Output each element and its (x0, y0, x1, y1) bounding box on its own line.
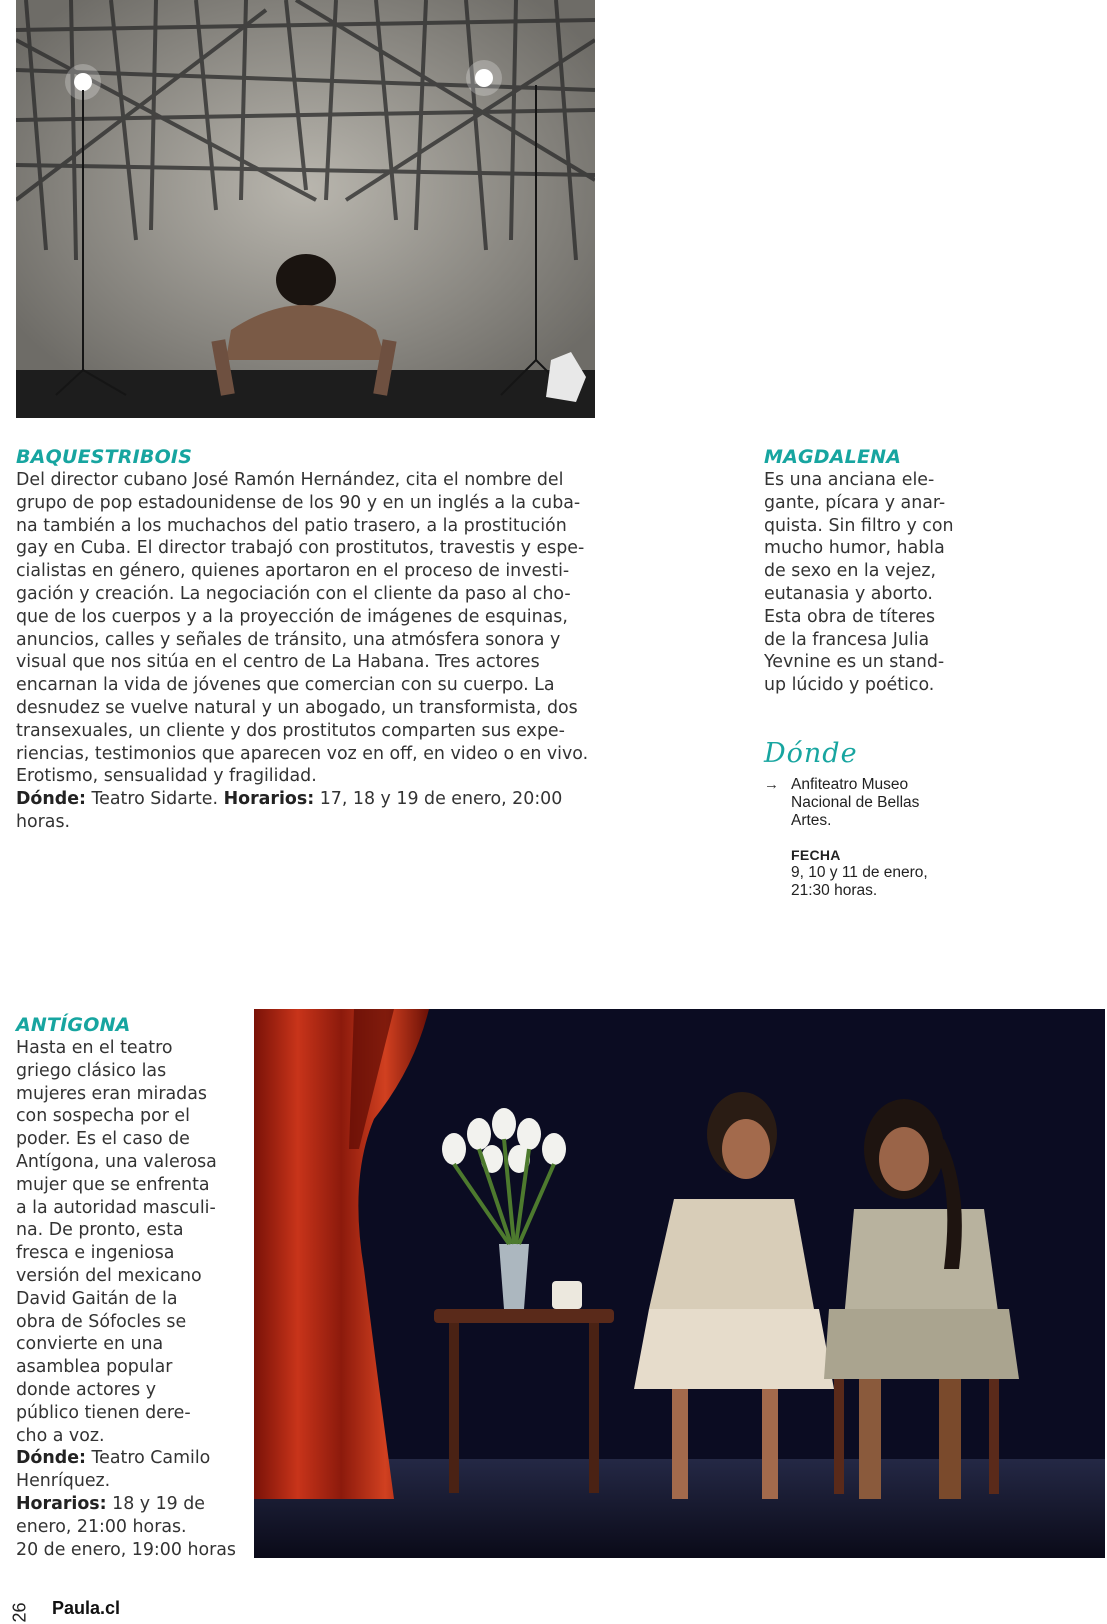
article-antigona (16, 1014, 248, 1561)
article-title: BAQUESTRIBOIS (16, 446, 193, 468)
article-magdalena (764, 446, 974, 697)
horarios-label: Horarios: (16, 1493, 107, 1514)
fecha-label: FECHA (791, 847, 841, 863)
donde-heading: Dónde (764, 738, 858, 769)
donde-label: Dónde: (16, 789, 86, 810)
donde-value: Teatro Camilo Henríquez. (16, 1448, 211, 1492)
magdalena-info (764, 776, 964, 900)
donde-label: Dónde: (16, 1448, 86, 1469)
article-body-text: Hasta en el teatro griego clásico las mujeres eran miradas con sospecha por el poder. Es el caso de Antígona, una valerosa mujer que se enfrenta a la autoridad masculi- na. De pronto, esta fresca e ingeniosa versión del mexicano David Gaitán de la obra de Sófocles se convierte en una asamblea popular donde actores y público tienen dere- cho a voz. (16, 1038, 217, 1446)
horarios-label: Horarios: (223, 789, 315, 810)
fecha-value: 9, 10 y 11 de enero, 21:30 horas. (791, 864, 928, 899)
article-body-text: Del director cubano José Ramón Hernández, cita el nombre del grupo de pop estadounidense de los 90 y en un inglés a la cuba- na también a los muchachos del patio trasero, a la prostitución gay en Cuba. El director trabajó con prostitutos, travestis y espe- cialistas en género, quienes aportaron en el proceso de investi- gación y creación. La negociación con el cliente da paso al cho- que de los cuerpos y a la proyección de imágenes de esquinas, anuncios, calles y señales de tránsito, una atmósfera sonora y visual que nos sitúa en el centro de La Habana. Tres actores encarnan la vida de jóvenes que comercian con su cuerpo. La desnudez se vuelve natural y un abogado, un transformista, dos transexuales, un cliente y dos prostitutos comparten sus expe- riencias, testimonios que aparecen voz en off, en video o en vivo. Erotismo, sensualidad y fragilidad. (16, 470, 589, 787)
location-row (764, 776, 964, 830)
photo-baquestribois (16, 0, 595, 418)
horarios-value: 18 y 19 de enero, 21:00 horas. 20 de enero, 19:00 horas (16, 1493, 236, 1560)
page-footer (10, 1592, 210, 1624)
donde-value: Teatro Sidarte. (85, 789, 224, 810)
article-title: MAGDALENA (764, 446, 902, 468)
arrow-right-icon: → (764, 776, 779, 793)
page-number: 26 (9, 1602, 30, 1623)
location-value: Anfiteatro Museo Nacional de Bellas Artes. (791, 776, 920, 829)
article-body (16, 1037, 248, 1561)
site-name: Paula.cl (52, 1598, 121, 1618)
article-baquestribois (16, 446, 616, 834)
article-body (16, 469, 616, 834)
article-title: ANTÍGONA (16, 1014, 131, 1036)
horarios-value: 17, 18 y 19 de enero, 20:00 horas. (16, 789, 563, 832)
article-body: Es una anciana ele- gante, pícara y anar- quista. Sin filtro y con mucho humor, habla de sexo en la vejez, eutanasia y aborto. Esta obra de títeres de la francesa Julia Yevnine es un stand- up lúcido y poético. (764, 470, 954, 696)
photo-antigona (254, 1009, 1105, 1558)
